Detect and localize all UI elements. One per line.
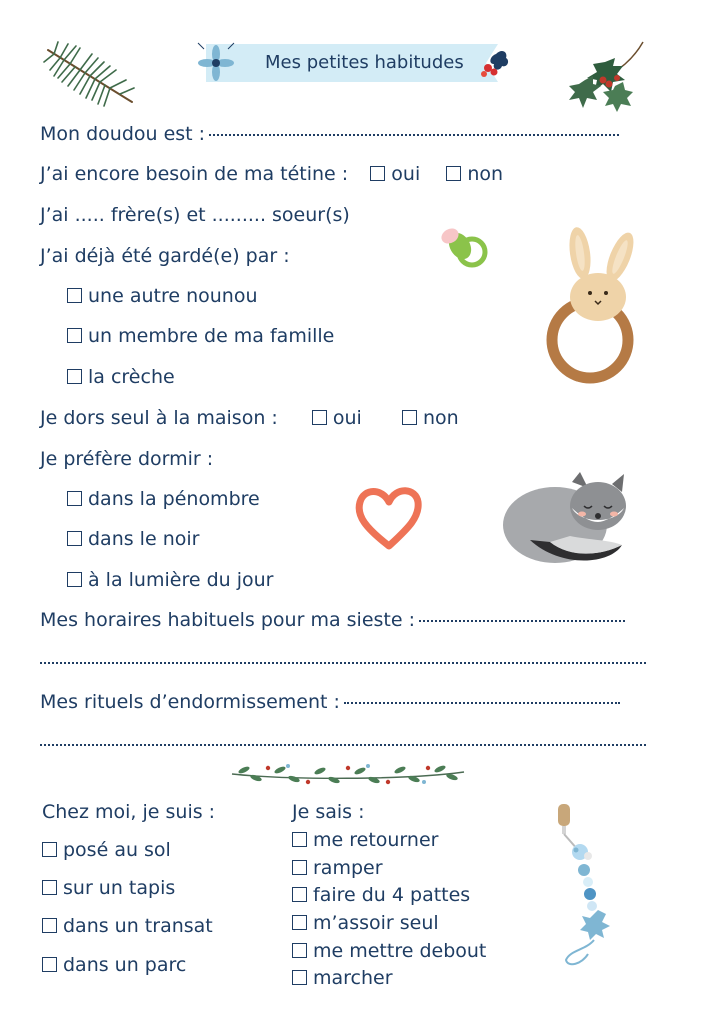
pacifier-icon [436,222,492,272]
dormir-checkbox-2[interactable] [67,531,82,546]
siblings-line: J’ai ..... frère(s) et ......... soeur(s) [40,204,350,226]
dors-seul-non-checkbox[interactable] [402,410,417,425]
je-sais-checkbox-3[interactable] [292,887,307,902]
tetine-non-checkbox[interactable] [446,166,461,181]
sleeping-fox-icon [500,470,635,570]
tetine-line [40,162,503,186]
chez-moi-checkbox-1[interactable] [42,842,57,857]
dors-seul-non-label: non [422,407,459,429]
horaires-field-2[interactable] [40,662,646,664]
page-title: Mes petites habitudes [265,52,464,73]
dormir-option-1-label: dans la pénombre [88,488,260,510]
dors-seul-label: Je dors seul à la maison : [40,407,278,429]
tetine-non-label: non [467,163,504,185]
dors-seul-oui-label: oui [332,407,362,429]
je-sais-checkbox-1[interactable] [292,832,307,847]
bunny-teether-icon [540,225,650,390]
rituels-line [40,690,620,714]
holly-icon [565,40,650,115]
chez-moi-checkbox-3[interactable] [42,918,57,933]
heart-icon [352,480,426,554]
je-sais-option-4-label: m’assoir seul [313,912,439,934]
garde-label: J’ai déjà été gardé(e) par : [40,245,290,267]
je-sais-option-2-label: ramper [313,857,383,879]
chez-moi-option-4-label: dans un parc [63,954,187,976]
je-sais-option-1 [292,828,438,852]
garde-option-3-label: la crèche [88,366,175,388]
garde-checkbox-1[interactable] [67,288,82,303]
chez-moi-option-3 [42,914,213,938]
garde-option-2 [67,324,334,348]
tetine-label: J’ai encore besoin de ma tétine : [40,163,349,185]
je-sais-checkbox-4[interactable] [292,915,307,930]
garde-option-3 [67,365,175,389]
dormir-option-1 [67,487,260,511]
dormir-checkbox-3[interactable] [67,572,82,587]
je-sais-option-1-label: me retourner [313,829,439,851]
je-sais-option-3 [292,883,470,907]
horaires-field[interactable] [419,620,625,622]
pacifier-clip-icon [548,800,618,970]
horaires-line [40,608,625,632]
je-sais-label: Je sais : [292,801,365,823]
chez-moi-label: Chez moi, je suis : [42,801,216,823]
garde-option-2-label: un membre de ma famille [88,325,335,347]
garde-option-1 [67,284,258,308]
doudou-field[interactable] [209,134,619,136]
chez-moi-checkbox-2[interactable] [42,880,57,895]
doudou-line [40,122,619,146]
tetine-oui-checkbox[interactable] [370,166,385,181]
chez-moi-checkbox-4[interactable] [42,957,57,972]
garde-checkbox-2[interactable] [67,328,82,343]
doudou-label: Mon doudou est : [40,123,206,145]
chez-moi-option-2-label: sur un tapis [63,877,176,899]
je-sais-option-4 [292,911,439,935]
chez-moi-option-2 [42,876,175,900]
dormir-option-2 [67,527,199,551]
je-sais-option-3-label: faire du 4 pattes [313,884,471,906]
dormir-option-3 [67,568,273,592]
dors-seul-oui-checkbox[interactable] [312,410,327,425]
chez-moi-option-4 [42,953,186,977]
dormir-option-2-label: dans le noir [88,528,200,550]
dormir-label: Je préfère dormir : [40,448,214,470]
je-sais-option-6-label: marcher [313,967,393,989]
dormir-checkbox-1[interactable] [67,491,82,506]
dors-seul-line [40,406,459,430]
je-sais-option-5-label: me mettre debout [313,940,487,962]
tetine-oui-label: oui [391,163,421,185]
dormir-option-3-label: à la lumière du jour [88,569,274,591]
je-sais-option-2 [292,856,383,880]
horaires-label: Mes horaires habituels pour ma sieste : [40,609,415,631]
garland-icon [228,760,468,788]
chez-moi-option-1 [42,838,171,862]
garde-option-1-label: une autre nounou [88,285,258,307]
rituels-field[interactable] [344,702,620,704]
je-sais-checkbox-2[interactable] [292,860,307,875]
je-sais-option-5 [292,939,486,963]
chez-moi-option-1-label: posé au sol [63,839,171,861]
rituels-field-2[interactable] [40,744,646,746]
pine-branch-icon [40,40,140,110]
rituels-label: Mes rituels d’endormissement : [40,691,340,713]
garde-checkbox-3[interactable] [67,369,82,384]
je-sais-checkbox-6[interactable] [292,970,307,985]
je-sais-checkbox-5[interactable] [292,943,307,958]
chez-moi-option-3-label: dans un transat [63,915,213,937]
je-sais-option-6 [292,966,393,990]
